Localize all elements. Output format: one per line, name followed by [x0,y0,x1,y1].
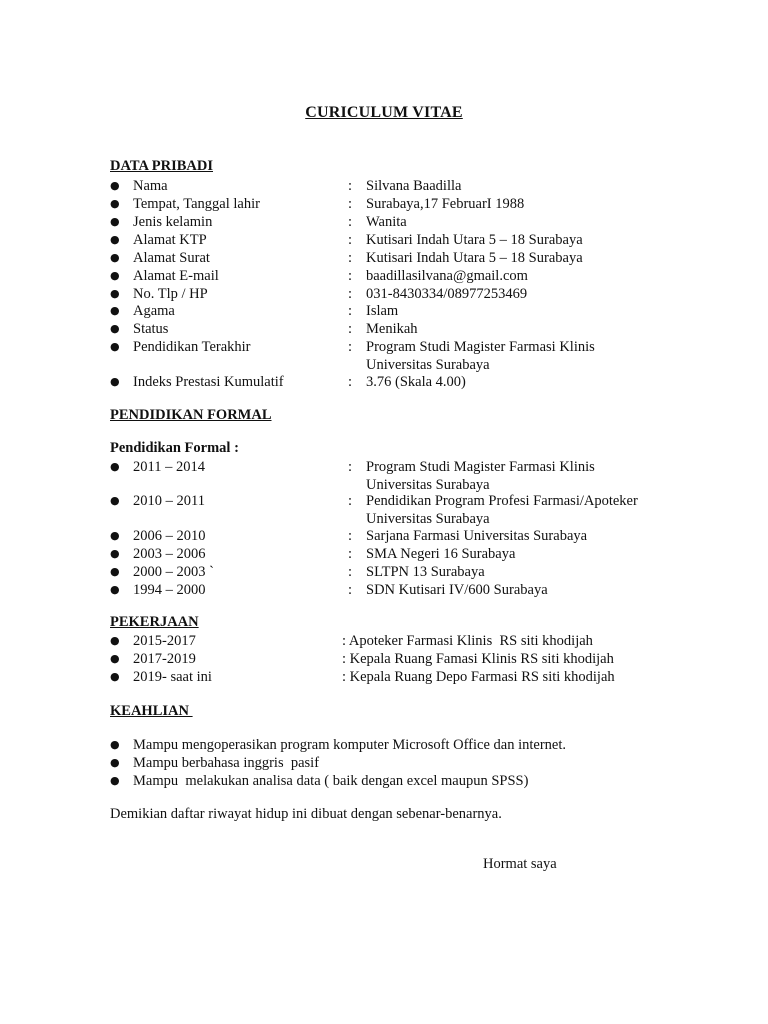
bullet-icon: ● [110,547,120,560]
document-title: CURICULUM VITAE [305,104,463,121]
bullet-icon: ● [110,670,120,683]
field-colon: : [348,214,353,230]
education-period: 2011 – 2014 [133,459,205,475]
education-institution: Pendidikan Program Profesi Farmasi/Apoteker [366,493,638,509]
field-colon: : [348,582,353,598]
field-label: Tempat, Tanggal lahir [133,196,260,212]
personal-row-religion [110,302,710,320]
skill-item [110,772,710,790]
education-row [110,563,710,581]
work-row [110,632,710,650]
bullet-icon: ● [110,197,120,210]
personal-row-email [110,267,710,285]
education-institution: SMA Negeri 16 Surabaya [366,546,516,562]
field-colon: : [348,493,353,509]
field-label: Nama [133,178,168,194]
education-period: 2000 – 2003 ` [133,564,214,580]
bullet-icon: ● [110,287,120,300]
field-label: Alamat Surat [133,250,210,266]
bullet-icon: ● [110,251,120,264]
education-institution-continued: Universitas Surabaya [366,477,490,493]
education-row [110,492,710,528]
personal-row-mail-address [110,249,710,267]
education-institution: SDN Kutisari IV/600 Surabaya [366,582,548,598]
education-institution: Sarjana Farmasi Universitas Surabaya [366,528,588,544]
field-value-continued: Universitas Surabaya [366,357,490,373]
education-row [110,458,710,494]
skill-text: Mampu berbahasa inggris pasif [133,755,320,771]
work-period: 2017-2019 [133,651,196,667]
field-value: Menikah [366,321,418,337]
bullet-icon: ● [110,583,120,596]
bullet-icon: ● [110,756,120,769]
bullet-icon: ● [110,375,120,388]
field-colon: : [348,268,353,284]
bullet-icon: ● [110,634,120,647]
work-position: : Kepala Ruang Famasi Klinis RS siti khodijah [342,651,614,667]
personal-row-gender [110,213,710,231]
bullet-icon: ● [110,774,120,787]
education-period: 1994 – 2000 [133,582,206,598]
field-value: Wanita [366,214,407,230]
personal-row-phone [110,285,710,303]
skills-heading: KEAHLIAN [110,703,193,719]
bullet-icon: ● [110,565,120,578]
education-institution-continued: Universitas Surabaya [366,511,490,527]
field-value: 3.76 (Skala 4.00) [366,374,466,390]
education-institution: Program Studi Magister Farmasi Klinis [366,459,595,475]
personal-data-heading: DATA PRIBADI [110,158,213,174]
formal-education-subheading: Pendidikan Formal : [110,440,239,456]
personal-row-last-education [110,338,710,374]
skill-item [110,736,710,754]
bullet-icon: ● [110,304,120,317]
education-row [110,545,710,563]
field-colon: : [348,303,353,319]
bullet-icon: ● [110,269,120,282]
field-label: Indeks Prestasi Kumulatif [133,374,284,390]
field-colon: : [348,196,353,212]
work-row [110,650,710,668]
field-colon: : [348,286,353,302]
personal-row-gpa [110,373,710,391]
personal-row-status [110,320,710,338]
formal-education-heading: PENDIDIKAN FORMAL [110,407,272,423]
field-label: Alamat KTP [133,232,207,248]
field-value: Surabaya,17 FebruarI 1988 [366,196,525,212]
field-colon: : [348,232,353,248]
field-label: Jenis kelamin [133,214,213,230]
field-colon: : [348,339,353,355]
skill-item [110,754,710,772]
field-value: Kutisari Indah Utara 5 – 18 Surabaya [366,250,583,266]
education-institution: SLTPN 13 Surabaya [366,564,485,580]
field-value: Kutisari Indah Utara 5 – 18 Surabaya [366,232,583,248]
field-colon: : [348,321,353,337]
bullet-icon: ● [110,652,120,665]
education-row [110,581,710,599]
work-position: : Kepala Ruang Depo Farmasi RS siti khodijah [342,669,615,685]
field-value: Islam [366,303,399,319]
work-period: 2019- saat ini [133,669,212,685]
signoff: Hormat saya [483,856,557,872]
bullet-icon: ● [110,460,120,473]
field-colon: : [348,178,353,194]
personal-row-birth [110,195,710,213]
field-colon: : [348,546,353,562]
work-position: : Apoteker Farmasi Klinis RS siti khodijah [342,633,593,649]
bullet-icon: ● [110,340,120,353]
bullet-icon: ● [110,494,120,507]
phone-value: 031-8430334/08977253469 [366,286,528,302]
field-label: Alamat E-mail [133,268,219,284]
field-label: Pendidikan Terakhir [133,339,251,355]
education-period: 2003 – 2006 [133,546,206,562]
skill-text: Mampu mengoperasikan program komputer Microsoft Office dan internet. [133,737,566,753]
education-period: 2010 – 2011 [133,493,205,509]
field-label: Agama [133,303,175,319]
bullet-icon: ● [110,738,120,751]
field-colon: : [348,250,353,266]
field-value: Program Studi Magister Farmasi Klinis [366,339,595,355]
bullet-icon: ● [110,322,120,335]
field-colon: : [348,528,353,544]
field-label: Status [133,321,169,337]
bullet-icon: ● [110,529,120,542]
field-value: Silvana Baadilla [366,178,462,194]
closing-statement: Demikian daftar riwayat hidup ini dibuat dengan sebenar-benarnya. [110,806,502,822]
work-heading: PEKERJAAN [110,614,199,630]
education-row [110,527,710,545]
work-row [110,668,710,686]
personal-row-name [110,177,710,195]
bullet-icon: ● [110,215,120,228]
work-period: 2015-2017 [133,633,196,649]
bullet-icon: ● [110,179,120,192]
field-colon: : [348,459,353,475]
personal-row-ktp-address [110,231,710,249]
field-colon: : [348,564,353,580]
bullet-icon: ● [110,233,120,246]
email-value: baadillasilvana@gmail.com [366,268,528,284]
education-period: 2006 – 2010 [133,528,206,544]
skill-text: Mampu melakukan analisa data ( baik dengan excel maupun SPSS) [133,773,529,789]
field-label: No. Tlp / HP [133,286,208,302]
field-colon: : [348,374,353,390]
